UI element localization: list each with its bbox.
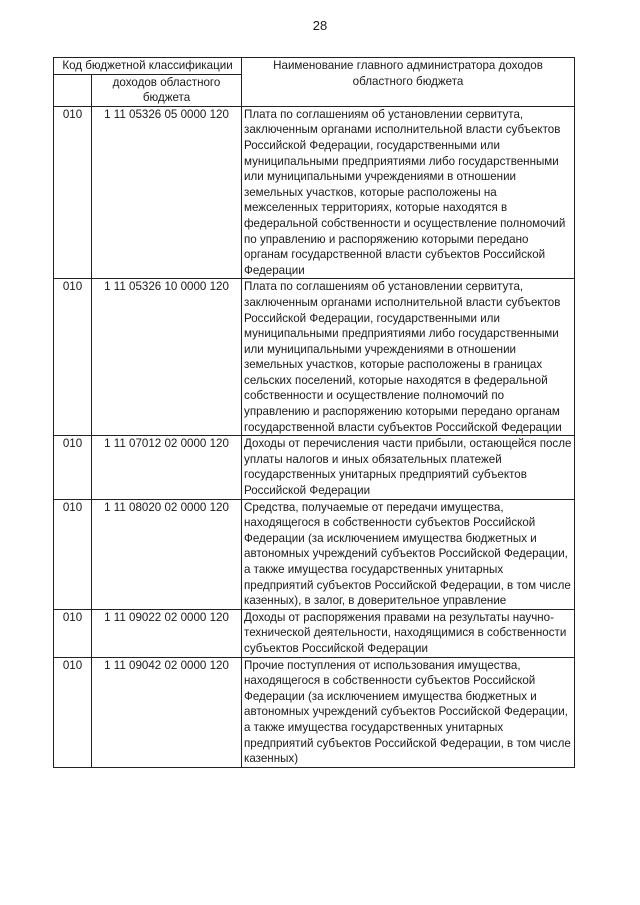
admin-code-cell: 010 bbox=[54, 106, 92, 279]
admin-code-cell: 010 bbox=[54, 609, 92, 657]
revenue-code-cell: 1 11 05326 05 0000 120 bbox=[92, 106, 242, 279]
revenue-code-cell: 1 11 05326 10 0000 120 bbox=[92, 279, 242, 436]
revenue-name-cell: Доходы от распоряжения правами на результаты научно-технической деятельности, находящимися в собственности субъектов Российской Федерации bbox=[242, 609, 575, 657]
admin-code-cell: 010 bbox=[54, 279, 92, 436]
header-admin-blank bbox=[54, 74, 92, 106]
header-revenue-code: доходов областного бюджета bbox=[92, 74, 242, 106]
page-number: 28 bbox=[312, 18, 328, 33]
revenue-code-cell: 1 11 07012 02 0000 120 bbox=[92, 436, 242, 499]
table-row bbox=[54, 499, 575, 609]
table-row bbox=[54, 436, 575, 499]
revenue-code-cell: 1 11 08020 02 0000 120 bbox=[92, 499, 242, 609]
header-classification-code: Код бюджетной классификации bbox=[54, 58, 242, 75]
header-administrator-name: Наименование главного администратора доходов областного бюджета bbox=[242, 58, 575, 107]
revenue-name-cell: Доходы от перечисления части прибыли, остающейся после уплаты налогов и иных обязательных платежей государственных унитарных предприятий субъектов Российской Федерации bbox=[242, 436, 575, 499]
revenue-name-cell: Прочие поступления от использования имущества, находящегося в собственности субъектов Российской Федерации (за исключением имущества бюджетных и автономных учреждений субъектов Российской Федерации, а также имущества государственных унитарных предприятий субъектов Российской Федерации, в том числе казенных) bbox=[242, 657, 575, 767]
table-header-row bbox=[54, 58, 575, 75]
admin-code-cell: 010 bbox=[54, 499, 92, 609]
revenue-name-cell: Плата по соглашениям об установлении сервитута, заключенным органами исполнительной власти субъектов Российской Федерации, государственными или муниципальными предприятиями либо государственными или муниципальными учреждениями в отношении земельных участков, которые расположены в границах сельских поселений, которые находятся в федеральной собственности и осуществление полномочий по управлению и распоряжению которыми передано органам государственной власти субъектов Российской Федерации bbox=[242, 279, 575, 436]
table-row bbox=[54, 609, 575, 657]
admin-code-cell: 010 bbox=[54, 436, 92, 499]
revenue-code-cell: 1 11 09022 02 0000 120 bbox=[92, 609, 242, 657]
table-row bbox=[54, 106, 575, 279]
table-row bbox=[54, 657, 575, 767]
admin-code-cell: 010 bbox=[54, 657, 92, 767]
budget-classification-table bbox=[53, 57, 575, 768]
revenue-name-cell: Плата по соглашениям об установлении сервитута, заключенным органами исполнительной власти субъектов Российской Федерации, государственными или муниципальными предприятиями либо государственными или муниципальными учреждениями в отношении земельных участков, которые расположены на межселенных территориях, которые находятся в федеральной собственности и осуществление полномочий по управлению и распоряжению которыми передано органам государственной власти субъектов Российской Федерации bbox=[242, 106, 575, 279]
revenue-name-cell: Средства, получаемые от передачи имущества, находящегося в собственности субъектов Российской Федерации (за исключением имущества бюджетных и автономных учреждений субъектов Российской Федерации, а также имущества государственных унитарных предприятий субъектов Российской Федерации, в том числе казенных), в залог, в доверительное управление bbox=[242, 499, 575, 609]
table-row bbox=[54, 279, 575, 436]
revenue-code-cell: 1 11 09042 02 0000 120 bbox=[92, 657, 242, 767]
